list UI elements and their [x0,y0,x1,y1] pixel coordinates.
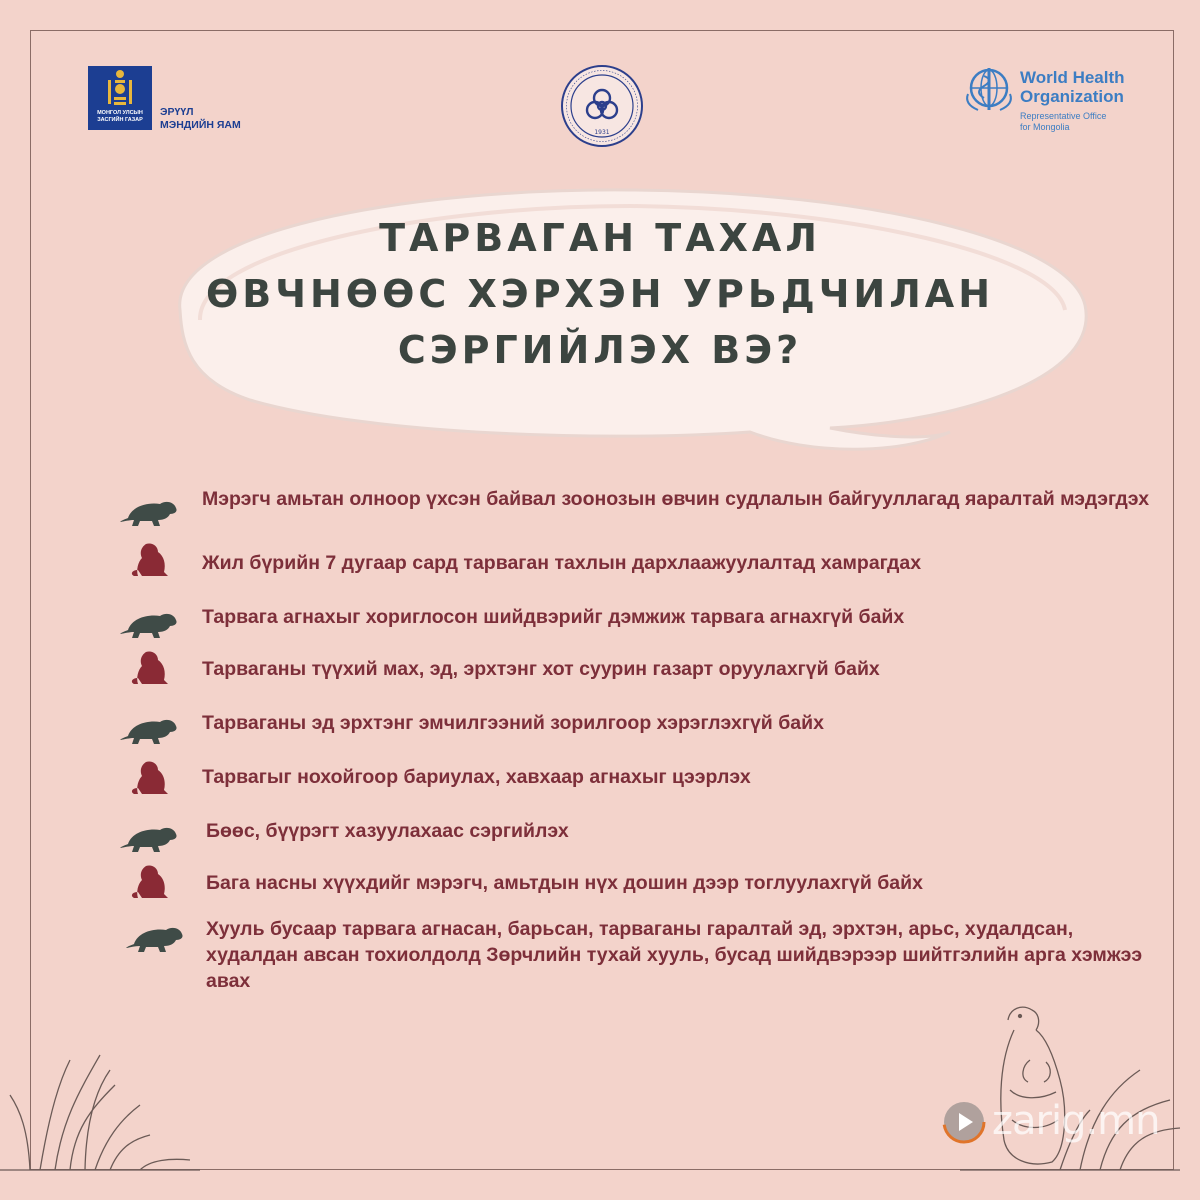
play-logo-icon [940,1098,988,1146]
marmot-standing-icon [118,540,180,580]
marmot-running-icon [118,602,180,642]
list-item-text: Тарваганы эд эрхтэнг эмчилгээний зорилгоор хэрэглэхгүй байх [202,712,824,734]
biohazard-seal-icon [560,64,644,148]
page-title [150,210,1050,378]
list-item-text: Тарваганы түүхий мах, эд, эрхтэнг хот суурин газарт оруулахгүй байх [202,658,880,680]
center-seal-logo [560,64,644,148]
title-line: СЭРГИЙЛЭХ ВЭ? [397,328,803,372]
seal-year: 1931 [594,129,610,136]
list-item-text: Жил бүрийн 7 дугаар сард тарваган тахлын дархлаажуулалтад хамрагдах [202,552,922,574]
marmot-standing-icon [118,758,180,798]
ministry-of-health-logo [88,66,268,136]
watermark-text: zarig.mn [992,1098,1160,1144]
emblem-text-line: МОНГОЛ УЛСЫН [97,110,143,116]
who-name-line: World Health [1020,68,1125,87]
title-line: ӨВЧНӨӨС ХЭРХЭН УРЬДЧИЛАН [206,272,994,316]
watermark [940,1092,1170,1152]
who-emblem-icon [962,64,1016,114]
list-item-text: Тарвагыг нохойгоор бариулах, хавхаар агнахыг цээрлэх [202,766,751,788]
emblem-text-line: ЗАСГИЙН ГАЗАР [97,117,143,123]
soyombo-icon [88,66,152,110]
list-item-text: Хууль бусаар тарвага агнасан, барьсан, тарваганы гаралтай эд, эрхтэн, арьс, худалдсан, худалдан авсан тохиолдолд Зөрчлийн тухай хууль, бусад шийдвэрээр шийтгэлийн арга хэмжээ авах [206,918,1143,992]
marmot-running-icon [118,816,180,856]
marmot-running-icon [124,916,186,956]
who-office-line: for Mongolia [1020,122,1070,132]
who-office-line: Representative Office [1020,111,1107,121]
who-logo [962,64,1162,140]
mongolia-government-emblem [88,66,152,130]
title-line: ТАРВАГАН ТАХАЛ [379,216,821,260]
list-item-text: Тарвага агнахыг хориглосон шийдвэрийг дэмжиж тарвага агнахгүй байх [202,606,905,628]
ministry-name [160,106,241,132]
ministry-name-line: ЭРҮҮЛ [160,106,194,118]
marmot-standing-icon [118,862,180,902]
who-name [1020,68,1125,106]
list-item-text: Бага насны хүүхдийг мэрэгч, амьтдын нүх дошин дээр тоглуулахгүй байх [206,872,923,894]
list-item-text: Бөөс, бүүрэгт хазуулахаас сэргийлэх [206,820,569,842]
marmot-running-icon [118,708,180,748]
ministry-name-line: МЭНДИЙН ЯАМ [160,119,241,131]
marmot-standing-icon [118,648,180,688]
list-item-text: Мэрэгч амьтан олноор үхсэн байвал зоонозын өвчин судлалын байгууллагад яаралтай мэдэгдэх [202,488,1150,510]
who-name-line: Organization [1020,87,1124,106]
marmot-running-icon [118,490,180,530]
who-office [1020,111,1106,133]
